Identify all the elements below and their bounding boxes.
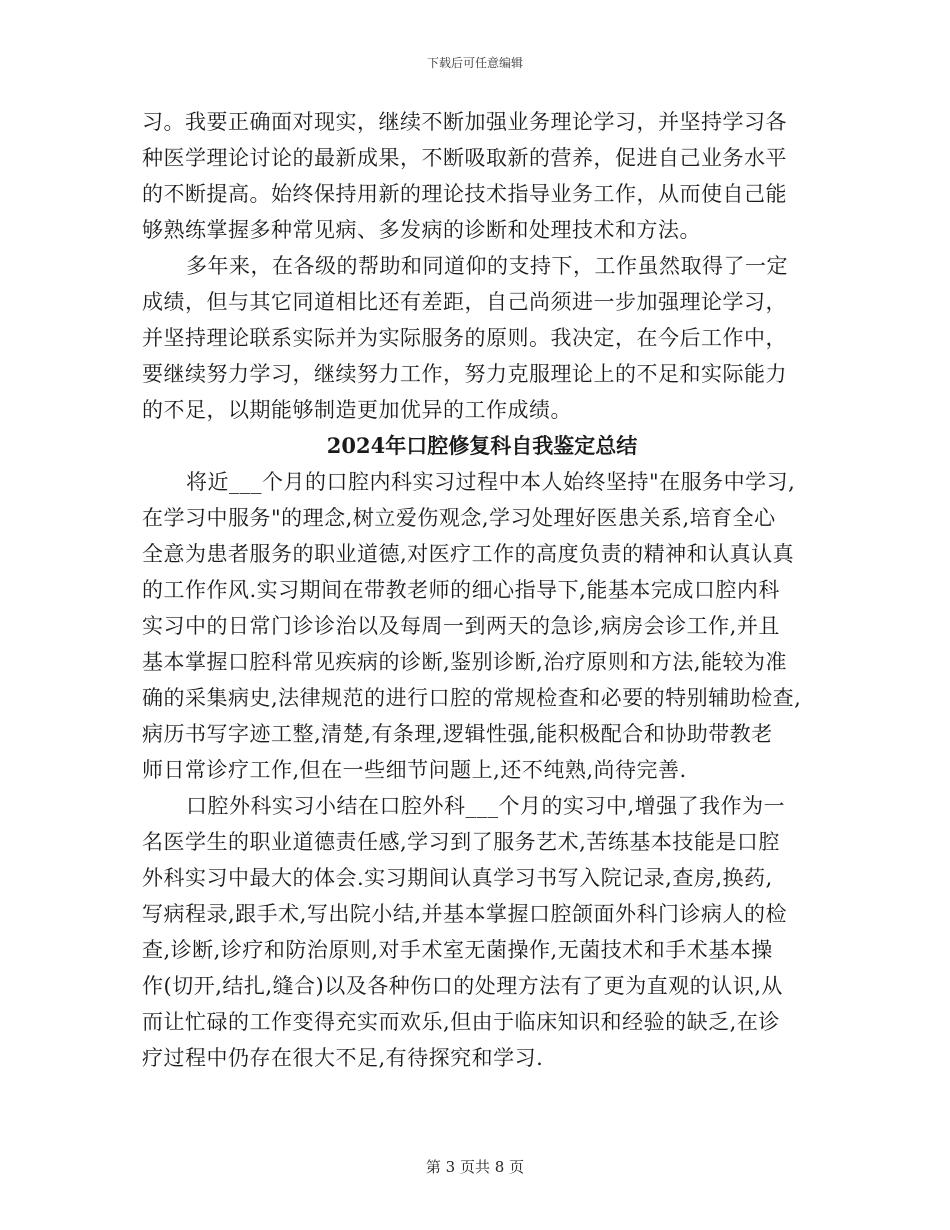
text-line: 成绩，但与其它同道相比还有差距，自己尚须进一步加强理论学习， — [142, 290, 787, 314]
paragraph — [142, 104, 822, 248]
paragraph — [142, 788, 822, 1076]
text-line: 基本掌握口腔科常见疾病的诊断,鉴别诊断,治疗原则和方法,能较为准 — [142, 650, 788, 674]
text-line: 全意为患者服务的职业道德,对医疗工作的高度负责的精神和认真认真 — [142, 542, 795, 566]
text-line: 师日常诊疗工作,但在一些细节问题上,还不纯熟,尚待完善. — [142, 758, 687, 782]
text-line: 名医学生的职业道德责任感,学习到了服务艺术,苦练基本技能是口腔 — [142, 830, 780, 854]
text-line: 多年来，在各级的帮助和同道仰的支持下，工作虽然取得了一定 — [186, 254, 788, 278]
document-body — [142, 104, 822, 1076]
text-line: 的不足，以期能够制造更加优异的工作成绩。 — [142, 398, 572, 422]
text-line: 实习中的日常门诊诊治以及每周一到两天的急诊,病房会诊工作,并且 — [142, 614, 780, 638]
text-line: 病历书写字迹工整,清楚,有条理,逻辑性强,能积极配合和协助带教老 — [142, 722, 773, 746]
text-line: 确的采集病史,法律规范的进行口腔的常规检查和必要的特别辅助检查, — [142, 686, 802, 710]
text-line: 习。我要正确面对现实，继续不断加强业务理论学习，并坚持学习各 — [142, 110, 787, 134]
text-line: 口腔外科实习小结在口腔外科___个月的实习中,增强了我作为一 — [186, 794, 786, 818]
text-line: 在学习中服务"的理念,树立爱伤观念,学习处理好医患关系,培育全心 — [142, 506, 776, 530]
text-line: 作(切开,结扎,缝合)以及各种伤口的处理方法有了更为直观的认识,从 — [142, 974, 783, 998]
page-header: 下载后可任意编辑 — [426, 56, 523, 70]
text-line: 查,诊断,诊疗和防治原则,对手术室无菌操作,无菌技术和手术基本操 — [142, 938, 773, 962]
paragraph — [142, 464, 822, 788]
text-line: 的工作作风.实习期间在带教老师的细心指导下,能基本完成口腔内科 — [142, 578, 780, 602]
page-footer: 第 3 页共 8 页 — [425, 1158, 525, 1176]
text-line: 够熟练掌握多种常见病、多发病的诊断和处理技术和方法。 — [142, 218, 701, 242]
text-line: 外科实习中最大的体会.实习期间认真学习书写入院记录,查房,换药, — [142, 866, 773, 890]
text-line: 并坚持理论联系实际并为实际服务的原则。我决定，在今后工作中， — [142, 326, 787, 350]
text-line: 而让忙碌的工作变得充实而欢乐,但由于临床知识和经验的缺乏,在诊 — [142, 1010, 780, 1034]
text-line: 将近___个月的口腔内科实习过程中本人始终坚持"在服务中学习, — [186, 470, 796, 494]
text-line: 要继续努力学习，继续努力工作，努力克服理论上的不足和实际能力 — [142, 362, 787, 386]
text-line: 种医学理论讨论的最新成果，不断吸取新的营养，促进自己业务水平 — [142, 146, 787, 170]
text-line: 疗过程中仍存在很大不足,有待探究和学习. — [142, 1046, 544, 1070]
text-line: 写病程录,跟手术,写出院小结,并基本掌握口腔颌面外科门诊病人的检 — [142, 902, 788, 926]
paragraph — [142, 248, 822, 428]
section-title: 2024年口腔修复科自我鉴定总结 — [326, 433, 638, 458]
text-line: 的不断提高。始终保持用新的理论技术指导业务工作，从而使自己能 — [142, 182, 787, 206]
